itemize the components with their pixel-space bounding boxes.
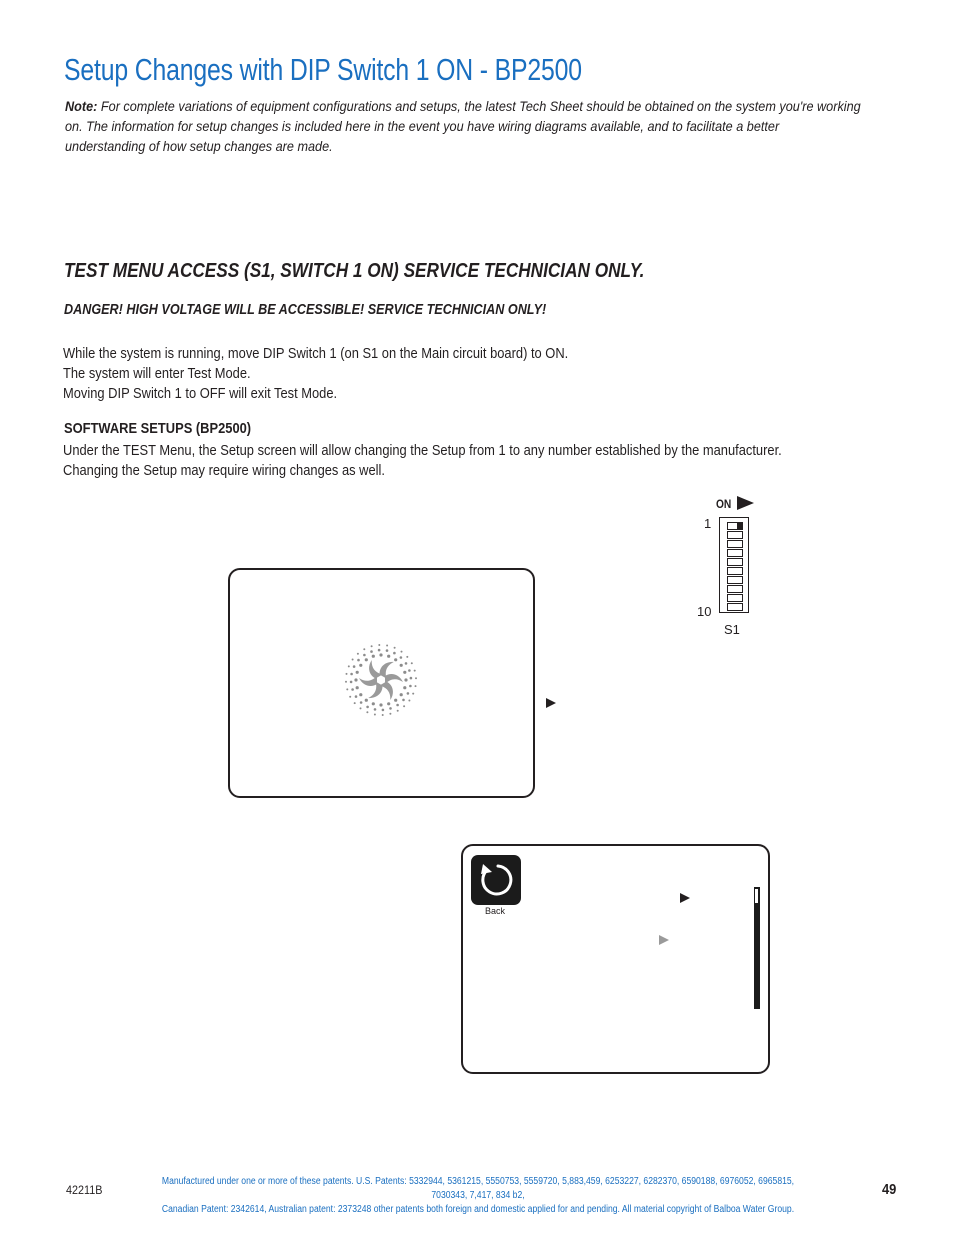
dip-switch-slot xyxy=(727,558,743,566)
instruction-line: Moving DIP Switch 1 to OFF will exit Test Mode. xyxy=(63,385,338,402)
scrollbar[interactable] xyxy=(754,887,760,1009)
dip-switch-slot xyxy=(727,531,743,539)
dip-switch-block xyxy=(719,517,749,613)
patent-line: Canadian Patent: 2342614, Australian patent: 2373248 other patents both foreign and domestic applied for and pending. All material copyright of Balboa Water Group. xyxy=(161,1204,795,1215)
back-label: Back xyxy=(485,906,506,916)
section-heading: TEST MENU ACCESS (S1, SWITCH 1 ON) SERVICE TECHNICIAN ONLY. xyxy=(64,260,645,282)
dip-switch-name: S1 xyxy=(724,622,740,637)
note-label: Note: xyxy=(65,98,98,114)
note-paragraph xyxy=(65,96,861,156)
dip-switch-slot xyxy=(727,540,743,548)
dip-last-label: 10 xyxy=(697,604,712,619)
patent-line: Manufactured under one or more of these patents. U.S. Patents: 5332944, 5361215, 5550753, 5559720, 5,883,459, 6253227, 6282370, 6590188, 6976052, 6965815, 7030343, 7,417, 834 b2, xyxy=(161,1176,795,1201)
danger-warning: DANGER! HIGH VOLTAGE WILL BE ACCESSIBLE! SERVICE TECHNICIAN ONLY! xyxy=(64,302,547,318)
dip-switch-slot xyxy=(727,549,743,557)
dip-switch-slot xyxy=(727,576,743,584)
back-arrow-icon xyxy=(471,855,521,905)
right-triangle-icon xyxy=(659,935,669,945)
instruction-line: While the system is running, move DIP Switch 1 (on S1 on the Main circuit board) to ON. xyxy=(63,345,569,362)
right-triangle-icon xyxy=(737,496,754,510)
dip-switch-slot xyxy=(727,603,743,611)
software-setups-heading: SOFTWARE SETUPS (BP2500) xyxy=(64,420,252,437)
dip-on-label: ON xyxy=(716,497,732,511)
note-text: For complete variations of equipment configurations and setups, the latest Tech Sheet should be obtained on the system you're working on. The information for setup changes is included here in the event you have wiring diagrams available, and to facilitate a better understanding of how setup changes are made. xyxy=(65,98,861,154)
instruction-line: The system will enter Test Mode. xyxy=(63,365,251,382)
document-code: 42211B xyxy=(66,1183,103,1197)
page-title: Setup Changes with DIP Switch 1 ON - BP2500 xyxy=(64,52,582,87)
scrollbar-thumb[interactable] xyxy=(755,889,758,903)
page-number: 49 xyxy=(882,1181,897,1198)
loading-spinner-icon xyxy=(343,640,419,720)
dip-switch-slot xyxy=(727,594,743,602)
instructions xyxy=(63,344,568,404)
patent-notice xyxy=(160,1175,796,1217)
dip-first-label: 1 xyxy=(704,516,712,531)
right-triangle-icon xyxy=(680,893,690,903)
back-button[interactable] xyxy=(471,855,521,905)
right-triangle-icon xyxy=(546,698,556,708)
dip-switch-slot xyxy=(727,522,743,530)
dip-switch-slot xyxy=(727,567,743,575)
software-setups-text: Under the TEST Menu, the Setup screen will allow changing the Setup from 1 to any number established by the manufacturer. Changing the Setup may require wiring changes as well. xyxy=(63,442,782,479)
dip-switch-slot xyxy=(727,585,743,593)
